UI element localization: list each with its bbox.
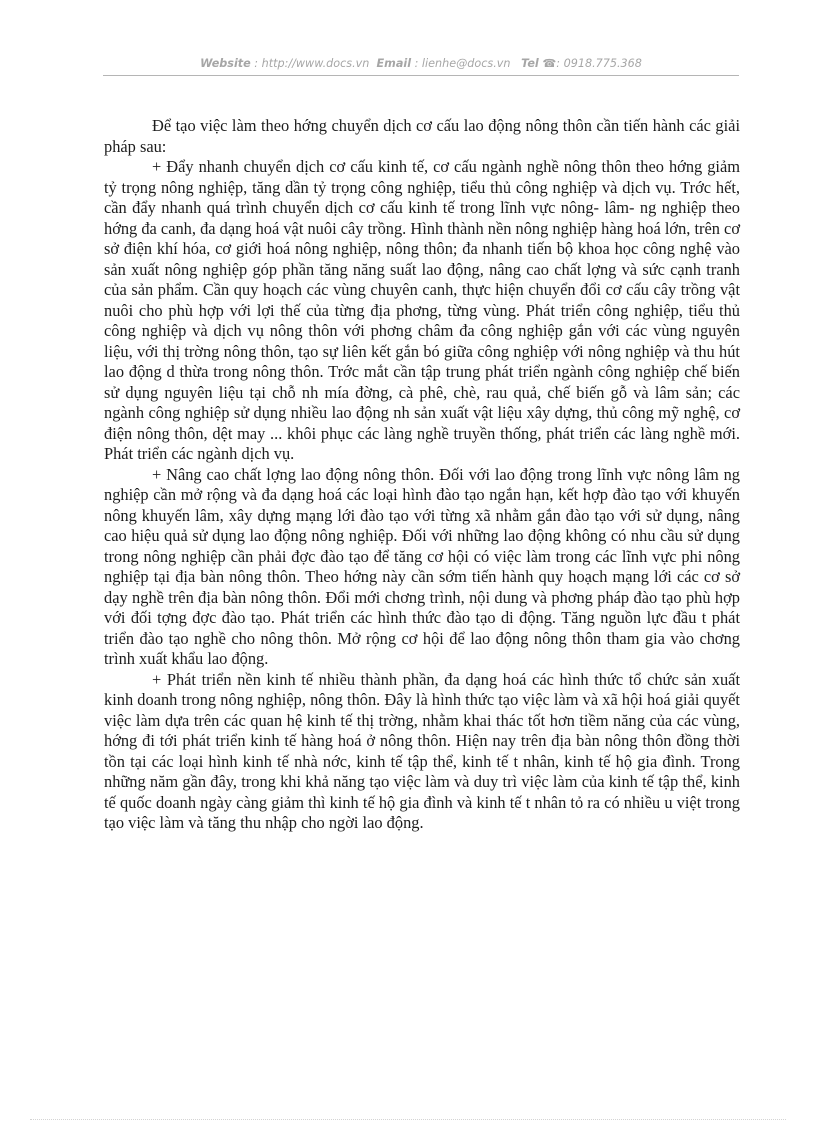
header-divider	[103, 75, 739, 76]
footer-divider	[30, 1119, 786, 1120]
paragraph-labor-quality: + Nâng cao chất lợng lao động nông thôn. Đối với lao động trong lĩnh vực nông lâm ng nghiệp cần mở rộng và đa dạng hoá các loại hình đào tạo ngắn hạn, kết hợp đào tạo với khuyến nông khuyến lâm, xây dựng mạng lới đào tạo với từng xã nhằm gắn đào tạo với sử dụng, nâng cao hiệu quả sử dụng lao động nông nghiệp. Đối với những lao động không có nhu cầu sử dụng trong nông nghiệp cần phải đợc đào tạo để tăng cơ hội có việc làm trong các lĩnh vực phi nông nghiệp tại địa bàn nông thôn. Theo hớng này cần sớm tiến hành quy hoạch mạng lới các cơ sở dạy nghề trên địa bàn nông thôn. Đổi mới chơng trình, nội dung và phơng pháp đào tạo phù hợp với đối tợng đợc đào tạo. Phát triển các hình thức đào tạo di động. Tăng nguồn lực đầu t phát triển đào tạo nghề cho nông thôn. Mở rộng cơ hội để lao động nông thôn tham gia vào chơng trình xuất khẩu lao động.	[104, 464, 740, 668]
paragraph-intro: Để tạo việc làm theo hớng chuyển dịch cơ cấu lao động nông thôn cần tiến hành các giải pháp sau:	[104, 116, 740, 156]
paragraph-restructuring: + Đẩy nhanh chuyển dịch cơ cấu kinh tế, cơ cấu ngành nghề nông thôn theo hớng giảm tỷ trọng nông nghiệp, tăng dần tỷ trọng công nghiệp, tiểu thủ công nghiệp và dịch vụ. Trớc hết, cần đẩy nhanh quá trình chuyển dịch cơ cấu kinh tế trong lĩnh vực nông- lâm- ng nghiệp theo hớng đa canh, đa dạng hoá vật nuôi cây trồng. Hình thành nền nông nghiệp hàng hoá lớn, trên cơ sở điện khí hóa, cơ giới hoá nông nghiệp, nông thôn; đa nhanh tiến bộ khoa học công nghệ vào sản xuất nông nghiệp góp phần tăng năng suất lao động, nâng cao chất lợng và sức cạnh tranh của sản phẩm. Cần quy hoạch các vùng chuyên canh, thực hiện chuyển đổi cơ cấu cây trồng vật nuôi cho phù hợp với lợi thế của từng địa phơng, từng vùng. Phát triển công nghiệp, tiểu thủ công nghiệp và dịch vụ nông thôn với phơng châm đa công nghiệp gắn với các vùng nguyên liệu, với thị trờng nông thôn, tạo sự liên kết gắn bó giữa công nghiệp với nông nghiệp và thu hút lao động d thừa trong nông thôn. Trớc mắt cần tập trung phát triển ngành công nghiệp chế biến sử dụng nguyên liệu tại chỗ nh mía đờng, cà phê, chè, rau quả, chế biến gỗ và lâm sản; các ngành công nghiệp sử dụng nhiều lao động nh sản xuất vật liệu xây dựng, thủ công mỹ nghệ, cơ điện nông thôn, dệt may ... khôi phục các làng nghề truyền thống, phát triển các làng nghề mới. Phát triển các ngành dịch vụ.	[104, 157, 740, 463]
tel-label: Tel	[521, 57, 539, 70]
email-value: : lienhe@docs.vn	[414, 57, 511, 70]
email-label: Email	[376, 57, 412, 70]
page-header	[103, 57, 739, 73]
website-label: Website	[200, 57, 251, 70]
tel-value: ☎: 0918.775.368	[542, 57, 642, 70]
website-value: : http://www.docs.vn	[254, 57, 370, 70]
paragraph-multi-sector-economy: + Phát triển nền kinh tế nhiều thành phần, đa dạng hoá các hình thức tổ chức sản xuất kinh doanh trong nông nghiệp, nông thôn. Đây là hình thức tạo việc làm và xã hội hoá giải quyết việc làm dựa trên các quan hệ kinh tế thị trờng, nhằm khai thác tốt hơn tiềm năng của các vùng, hớng đi tới phát triển kinh tế hàng hoá ở nông thôn. Hiện nay trên địa bàn nông thôn đồng thời tồn tại các loại hình kinh tế nhà nớc, kinh tế tập thể, kinh tế t nhân, kinh tế hộ gia đình. Trong những năm gần đây, trong khi khả năng tạo việc làm và duy trì việc làm của kinh tế tập thể, kinh tế quốc doanh ngày càng giảm thì kinh tế hộ gia đình và kinh tế t nhân tỏ ra có nhiều u việt trong tạo việc làm và tăng thu nhập cho ngời lao động.	[104, 669, 740, 832]
document-body	[104, 116, 740, 834]
